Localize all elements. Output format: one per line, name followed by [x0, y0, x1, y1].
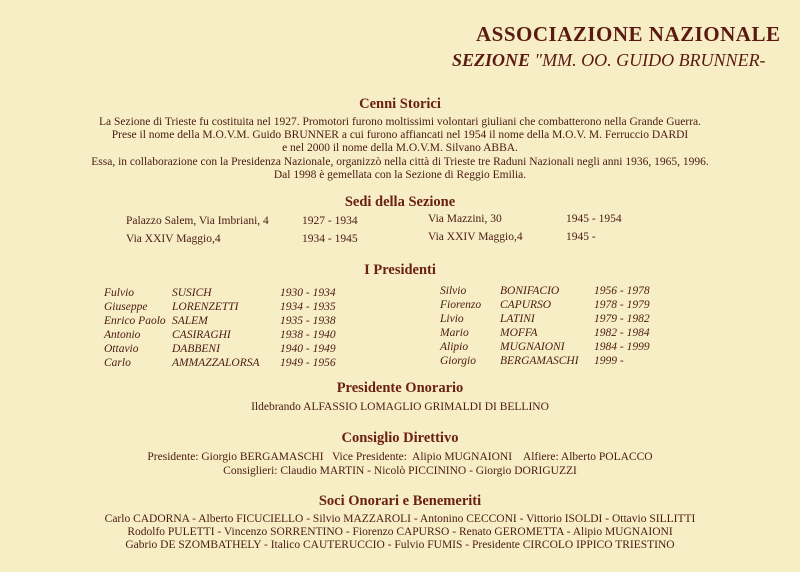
president-first-name: Fiorenzo — [440, 299, 482, 311]
sede-years: 1945 - — [566, 231, 596, 243]
history-line: La Sezione di Trieste fu costituita nel 1927. Promotori furono moltissimi volontari giuliani che combatterono nella Grande Guerra. — [98, 116, 702, 128]
president-years: 1956 - 1978 — [594, 285, 650, 297]
president-first-name: Enrico Paolo — [104, 315, 166, 327]
president-years: 1978 - 1979 — [594, 299, 650, 311]
president-last-name: MOFFA — [500, 327, 538, 339]
president-last-name: DABBENI — [172, 343, 220, 355]
sede-place: Via XXIV Maggio,4 — [126, 233, 221, 245]
president-years: 1999 - — [594, 355, 624, 367]
president-first-name: Silvio — [440, 285, 467, 297]
president-last-name: BONIFACIO — [500, 285, 560, 297]
president-first-name: Livio — [440, 313, 464, 325]
history-line: Dal 1998 è gemellata con la Sezione di Reggio Emilia. — [273, 168, 527, 181]
president-first-name: Giuseppe — [104, 301, 148, 313]
consiglio-officers: Presidente: Giorgio BERGAMASCHI Vice Presidente: Alipio MUGNAIONI Alfiere: Alberto POLACCO — [147, 451, 653, 463]
president-years: 1949 - 1956 — [280, 357, 336, 369]
president-last-name: LATINI — [500, 313, 535, 325]
president-years: 1934 - 1935 — [280, 301, 336, 313]
president-last-name: LORENZETTI — [172, 301, 239, 313]
sezione-name: "MM. OO. GUIDO BRUNNER- — [534, 50, 766, 70]
cenni-storici-title: Cenni Storici — [359, 96, 441, 112]
sede-years: 1945 - 1954 — [566, 213, 622, 225]
sezione-label: SEZIONE — [452, 50, 531, 70]
president-last-name: SALEM — [172, 315, 208, 327]
soci-line: Carlo CADORNA - Alberto FICUCIELLO - Silvio MAZZAROLI - Antonino CECCONI - Vittorio ISOLDI - Ottavio SILLITTI — [104, 513, 696, 525]
president-last-name: CASIRAGHI — [172, 329, 231, 341]
section-heading — [452, 50, 766, 71]
sede-place: Via Mazzini, 30 — [428, 213, 502, 225]
president-years: 1938 - 1940 — [280, 329, 336, 341]
president-last-name: SUSICH — [172, 287, 212, 299]
president-last-name: BERGAMASCHI — [500, 355, 579, 367]
history-line: Prese il nome della M.O.V.M. Guido BRUNNER a cui furono affiancati nel 1954 il nome della M.O.V. M. Ferruccio DARDI — [111, 129, 689, 142]
sede-years: 1927 - 1934 — [302, 215, 358, 227]
president-first-name: Antonio — [104, 329, 141, 341]
consiglio-councillors: Consiglieri: Claudio MARTIN - Nicolò PICCININO - Giorgio DORIGUZZI — [223, 465, 577, 477]
presidente-onorario-name: Ildebrando ALFASSIO LOMAGLIO GRIMALDI DI BELLINO — [251, 401, 549, 413]
president-years: 1982 - 1984 — [594, 327, 650, 339]
cenni-storici-text — [0, 116, 800, 182]
president-last-name: AMMAZZALORSA — [172, 357, 260, 369]
president-years: 1940 - 1949 — [280, 343, 336, 355]
soci-line: Gabrio DE SZOMBATHELY - Italico CAUTERUCCIO - Fulvio FUMIS - Presidente CIRCOLO IPPICO TRIESTINO — [125, 539, 675, 552]
presidenti-title: I Presidenti — [364, 262, 436, 278]
president-years: 1979 - 1982 — [594, 313, 650, 325]
president-first-name: Mario — [440, 327, 469, 339]
sedi-title: Sedi della Sezione — [344, 194, 456, 210]
sede-place: Via XXIV Maggio,4 — [428, 231, 523, 243]
association-title: ASSOCIAZIONE NAZIONALE — [476, 22, 781, 46]
president-first-name: Alipio — [440, 341, 469, 353]
soci-onorari-title: Soci Onorari e Benemeriti — [318, 493, 482, 509]
history-line: Essa, in collaborazione con la Presidenza Nazionale, organizzò nella città di Trieste tre Raduni Nazionali negli anni 1936, 1965, 1996. — [91, 155, 709, 168]
soci-onorari-list — [0, 513, 800, 553]
president-last-name: MUGNAIONI — [500, 341, 565, 353]
president-years: 1935 - 1938 — [280, 315, 336, 327]
president-first-name: Fulvio — [104, 287, 135, 299]
soci-line: Rodolfo PULETTI - Vincenzo SORRENTINO - Fiorenzo CAPURSO - Renato GEROMETTA - Alipio MUGNAIONI — [127, 526, 673, 539]
president-first-name: Carlo — [104, 357, 131, 369]
sede-place: Palazzo Salem, Via Imbriani, 4 — [126, 215, 269, 227]
sede-years: 1934 - 1945 — [302, 233, 358, 245]
consiglio-direttivo-title: Consiglio Direttivo — [341, 430, 459, 446]
history-line: e nel 2000 il nome della M.O.V.M. Silvano ABBA. — [282, 142, 518, 155]
president-first-name: Ottavio — [104, 343, 139, 355]
president-years: 1984 - 1999 — [594, 341, 650, 353]
president-first-name: Giorgio — [440, 355, 476, 367]
president-years: 1930 - 1934 — [280, 287, 336, 299]
president-last-name: CAPURSO — [500, 299, 552, 311]
presidente-onorario-title: Presidente Onorario — [336, 380, 464, 396]
